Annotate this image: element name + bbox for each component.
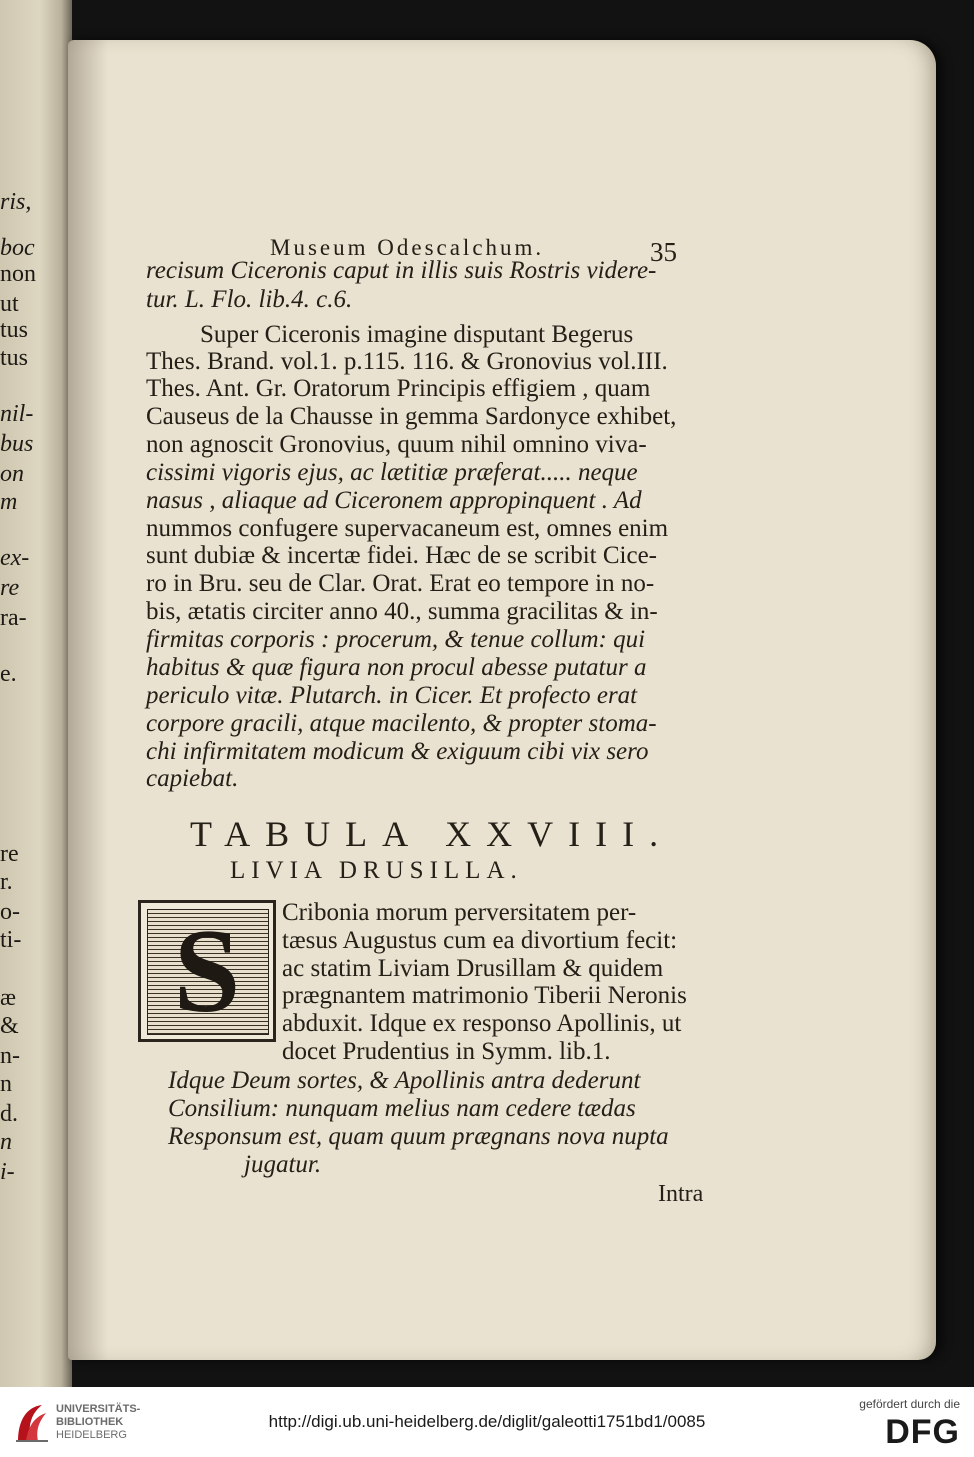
- library-name-line: UNIVERSITÄTS-: [56, 1403, 141, 1415]
- text-line: Super Ciceronis imagine disputant Begerus: [200, 321, 634, 348]
- prev-page-line: æ: [0, 985, 17, 1011]
- plate-subheading: LIVIA DRUSILLA.: [230, 857, 523, 884]
- text-line: Thes. Brand. vol.1. p.115. 116. & Gronovius vol.III.: [146, 348, 668, 375]
- prev-page-line: non: [0, 261, 36, 287]
- prev-page-line: n: [0, 1071, 12, 1097]
- text-line: firmitas corporis : procerum, & tenue collum: qui: [146, 626, 646, 653]
- text-line: Causeus de la Chausse in gemma Sardonyce exhibet,: [146, 403, 677, 430]
- text-line: habitus & quæ figura non procul abesse putatur a: [146, 654, 647, 681]
- text-line: docet Prudentius in Symm. lib.1.: [282, 1038, 611, 1065]
- text-line: nummos confugere supervacaneum est, omnes enim: [146, 515, 669, 542]
- book-page: [68, 40, 936, 1360]
- viewer-footer: [0, 1387, 974, 1457]
- verse-line: Responsum est, quam quum prægnans nova nupta: [168, 1123, 669, 1150]
- text-line: cissimi vigoris ejus, ac lætitiæ præferat..... neque: [146, 459, 638, 486]
- permalink-url[interactable]: http://digi.ub.uni-heidelberg.de/diglit/galeotti1751bd1/0085: [268, 1412, 706, 1431]
- page-gutter-shadow: [68, 40, 108, 1360]
- prev-page-line: nil-: [0, 401, 34, 427]
- text-line: sunt dubiæ & incertæ fidei. Hæc de se scribit Cice-: [146, 542, 658, 569]
- text-line: capiebat.: [146, 765, 239, 792]
- text-line: Cribonia morum perversitatem per-: [282, 899, 637, 926]
- prev-page-line: bus: [0, 431, 34, 457]
- text-line: Thes. Ant. Gr. Oratorum Principis effigiem , quam: [146, 375, 651, 402]
- prev-page-line: n-: [0, 1043, 20, 1069]
- plate-heading: TABULA XXVIII.: [190, 814, 674, 854]
- text-line: ac statim Liviam Drusillam & quidem: [282, 955, 664, 982]
- prev-page-line: i-: [0, 1159, 15, 1185]
- verse-line: Idque Deum sortes, & Apollinis antra dederunt: [168, 1067, 641, 1094]
- text-line: tæsus Augustus cum ea divortium fecit:: [282, 927, 678, 954]
- verse-line: Consilium: nunquam melius nam cedere tædas: [168, 1095, 636, 1122]
- prev-page-line: tus: [0, 345, 29, 371]
- text-line: tur. L. Flo. lib.4. c.6.: [146, 286, 353, 313]
- prev-page-line: r.: [0, 869, 13, 895]
- text-line: chi infirmitatem modicum & exiguum cibi vix sero: [146, 738, 649, 765]
- decorated-initial: [138, 900, 276, 1042]
- prev-page-line: e.: [0, 661, 17, 687]
- prev-page-line: ex-: [0, 545, 30, 571]
- prev-page-line: o-: [0, 899, 20, 925]
- library-name-line: HEIDELBERG: [56, 1429, 127, 1441]
- prev-page-line: n: [0, 1129, 12, 1155]
- prev-page-line: re: [0, 841, 19, 867]
- page-number: 35: [650, 237, 677, 267]
- text-line: nasus , aliaque ad Ciceronem appropinquent . Ad: [146, 487, 642, 514]
- library-name-line: BIBLIOTHEK: [56, 1416, 124, 1428]
- text-line: recisum Ciceronis caput in illis suis Rostris videre-: [146, 257, 657, 284]
- prev-page-line: boc: [0, 235, 35, 261]
- prev-page-line: ti-: [0, 927, 22, 953]
- previous-page-edge: [0, 0, 72, 1387]
- drop-cap-letter: S: [173, 904, 241, 1037]
- prev-page-line: d.: [0, 1101, 18, 1127]
- prev-page-line: ut: [0, 291, 19, 317]
- dfg-logo: DFG: [885, 1413, 960, 1451]
- prev-page-line: on: [0, 461, 24, 487]
- prev-page-line: &: [0, 1013, 19, 1039]
- prev-page-line: ris,: [0, 189, 32, 215]
- text-line: ro in Bru. seu de Clar. Orat. Erat eo tempore in no-: [146, 570, 655, 597]
- verse-line: jugatur.: [244, 1151, 322, 1178]
- prev-page-line: tus: [0, 317, 29, 343]
- text-line: prægnantem matrimonio Tiberii Neronis: [282, 982, 687, 1009]
- text-line: periculo vitæ. Plutarch. in Cicer. Et profecto erat: [146, 682, 638, 709]
- prev-page-line: re: [0, 575, 20, 601]
- running-header: Museum Odescalchum.: [270, 235, 545, 260]
- text-line: corpore gracili, atque macilento, & propter stoma-: [146, 710, 657, 737]
- text-line: bis, ætatis circiter anno 40., summa gracilitas & in-: [146, 598, 658, 625]
- funded-by-text: gefördert durch die: [859, 1397, 960, 1411]
- text-line: abduxit. Idque ex responso Apollinis, ut: [282, 1010, 682, 1037]
- text-line: non agnoscit Gronovius, quum nihil omnino viva-: [146, 431, 647, 458]
- prev-page-line: m: [0, 489, 18, 515]
- prev-page-line: ra-: [0, 605, 27, 631]
- catchword: Intra: [658, 1181, 704, 1207]
